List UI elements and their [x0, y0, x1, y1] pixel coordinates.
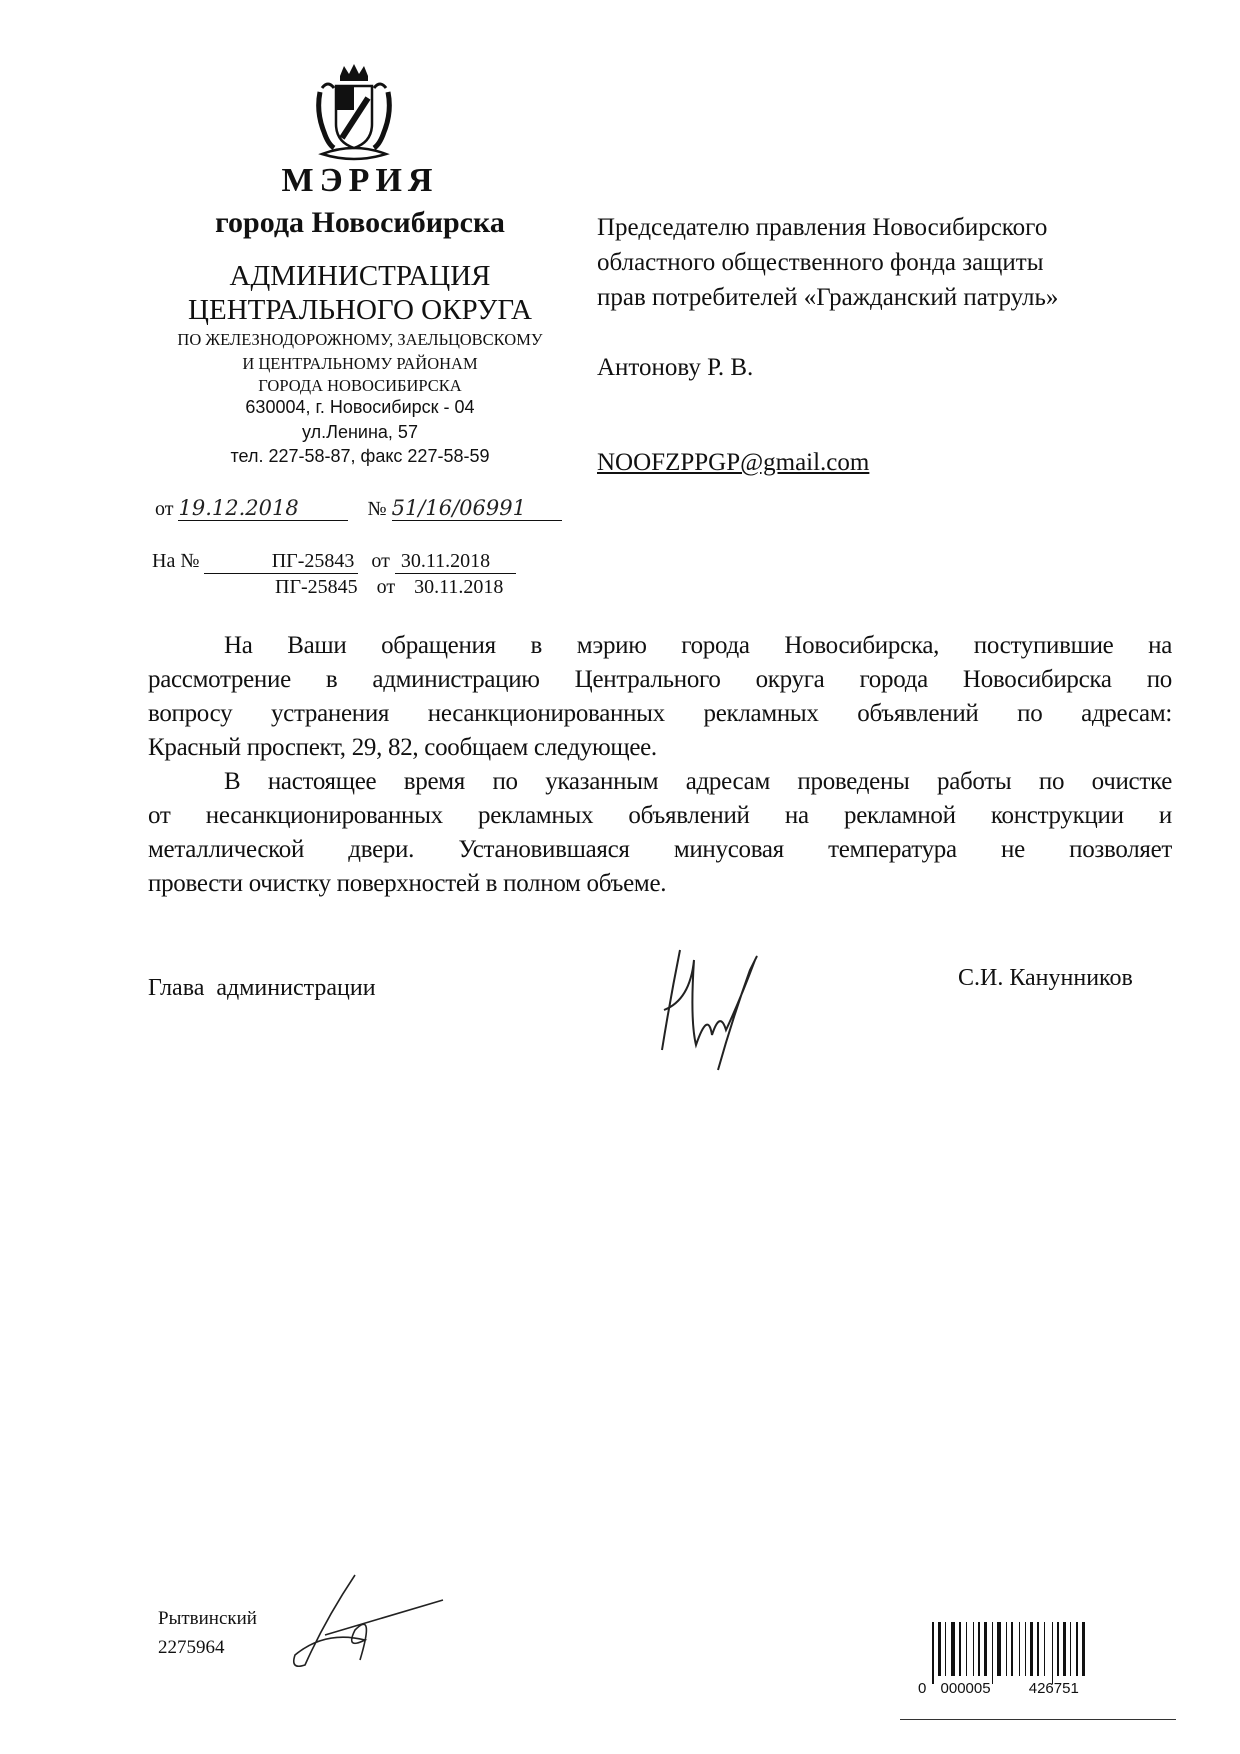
- reply-label: На №: [152, 550, 200, 572]
- barcode-bar: [1011, 1622, 1013, 1676]
- barcode-bar: [978, 1622, 980, 1676]
- barcode-bar: [1057, 1622, 1059, 1676]
- body-line: металлической двери. Установившаяся минусовая температура не позволяет: [148, 836, 1172, 863]
- reg-num-label: №: [367, 498, 387, 520]
- addressee-line: Председателю правления Новосибирского: [597, 214, 1048, 241]
- addressee: [597, 210, 1058, 480]
- barcode-bar: [966, 1622, 967, 1676]
- header-districts-1: ПО ЖЕЛЕЗНОДОРОЖНОМУ, ЗАЕЛЬЦОВСКОМУ: [177, 330, 543, 349]
- reply-date-2: 30.11.2018: [414, 576, 504, 598]
- coat-of-arms-icon: [312, 62, 396, 164]
- barcode-right: 426751: [1028, 1680, 1079, 1697]
- barcode-bar: [1063, 1622, 1066, 1676]
- reply-ref-1: ПГ-25843: [204, 550, 358, 574]
- signer-position: Глава администрации: [148, 975, 376, 1001]
- executor-phone: 2275964: [158, 1637, 225, 1658]
- body-line: На Ваши обращения в мэрию города Новосибирска, поступившие на: [224, 632, 1172, 659]
- reply-ref-2: ПГ-25845: [275, 576, 358, 598]
- header-district: ЦЕНТРАЛЬНОГО ОКРУГА: [188, 294, 532, 326]
- reg-date: 19.12.2018: [178, 496, 348, 521]
- barcode-bar: [938, 1622, 941, 1676]
- reg-from-label: от: [155, 498, 174, 520]
- barcode-bar: [1070, 1622, 1071, 1676]
- header-admin: АДМИНИСТРАЦИЯ: [229, 260, 491, 292]
- body-line: от несанкционированных рекламных объявлений на рекламной конструкции и: [148, 802, 1172, 829]
- body-line: В настоящее время по указанным адресам проведены работы по очистке: [224, 768, 1172, 795]
- addressee-email[interactable]: NOOFZPPGP@gmail.com: [597, 449, 870, 476]
- header-phone: тел. 227-58-87, факс 227-58-59: [230, 446, 490, 466]
- barcode-digits: [918, 1680, 1148, 1697]
- body-line: рассмотрение в администрацию Центрального округа города Новосибирска по: [148, 666, 1172, 693]
- executor-name: Рытвинский: [158, 1608, 257, 1629]
- barcode-mid: 000005: [940, 1680, 991, 1697]
- barcode-bar: [1052, 1622, 1053, 1684]
- barcode-bar: [984, 1622, 987, 1676]
- barcode-bar: [1030, 1622, 1033, 1676]
- barcode-bar: [1082, 1622, 1085, 1676]
- barcode-bar: [992, 1622, 993, 1684]
- executor-signature: [285, 1570, 445, 1680]
- addressee-line: областного общественного фонда защиты: [597, 249, 1044, 276]
- addressee-line: прав потребителей «Гражданский патруль»: [597, 284, 1059, 311]
- header-street: ул.Ленина, 57: [302, 422, 418, 442]
- barcode-bar: [1037, 1622, 1039, 1676]
- barcode: [930, 1622, 1130, 1684]
- barcode-bar: [973, 1622, 974, 1676]
- header-address: 630004, г. Новосибирск - 04: [245, 397, 475, 417]
- barcode-bar: [959, 1622, 961, 1676]
- reg-row: [155, 496, 562, 521]
- barcode-bar: [1044, 1622, 1045, 1676]
- barcode-bar: [1006, 1622, 1007, 1676]
- signer-name: С.И. Канунников: [958, 965, 1133, 991]
- header-title: МЭРИЯ: [281, 162, 439, 199]
- barcode-bar: [1076, 1622, 1078, 1676]
- handwritten-signature: [650, 940, 780, 1075]
- barcode-bar: [932, 1622, 934, 1684]
- barcode-bar: [945, 1622, 946, 1676]
- reply-from-label: от: [371, 550, 390, 572]
- barcode-bar: [951, 1622, 955, 1676]
- reply-row-1: [152, 550, 516, 574]
- header-districts-2: И ЦЕНТРАЛЬНОМУ РАЙОНАМ: [242, 354, 478, 373]
- body-line: Красный проспект, 29, 82, сообщаем следующее.: [148, 734, 657, 761]
- barcode-bar: [1019, 1622, 1020, 1676]
- body-line: вопросу устранения несанкционированных рекламных объявлений по адресам:: [148, 700, 1172, 727]
- header-districts-3: ГОРОДА НОВОСИБИРСКА: [258, 376, 462, 395]
- header-city: города Новосибирска: [215, 206, 505, 239]
- reg-number: 51/16/06991: [392, 496, 562, 521]
- reply-date-1: 30.11.2018: [395, 550, 516, 574]
- barcode-bar: [997, 1622, 1001, 1676]
- addressee-name: Антонову Р. В.: [597, 354, 754, 381]
- barcode-left: 0: [918, 1680, 927, 1697]
- body-line: провести очистку поверхностей в полном объеме.: [148, 870, 667, 897]
- reply-from-label: от: [376, 576, 396, 598]
- barcode-bar: [1025, 1622, 1026, 1676]
- reply-row-2: [275, 576, 503, 599]
- divider: [900, 1719, 1176, 1720]
